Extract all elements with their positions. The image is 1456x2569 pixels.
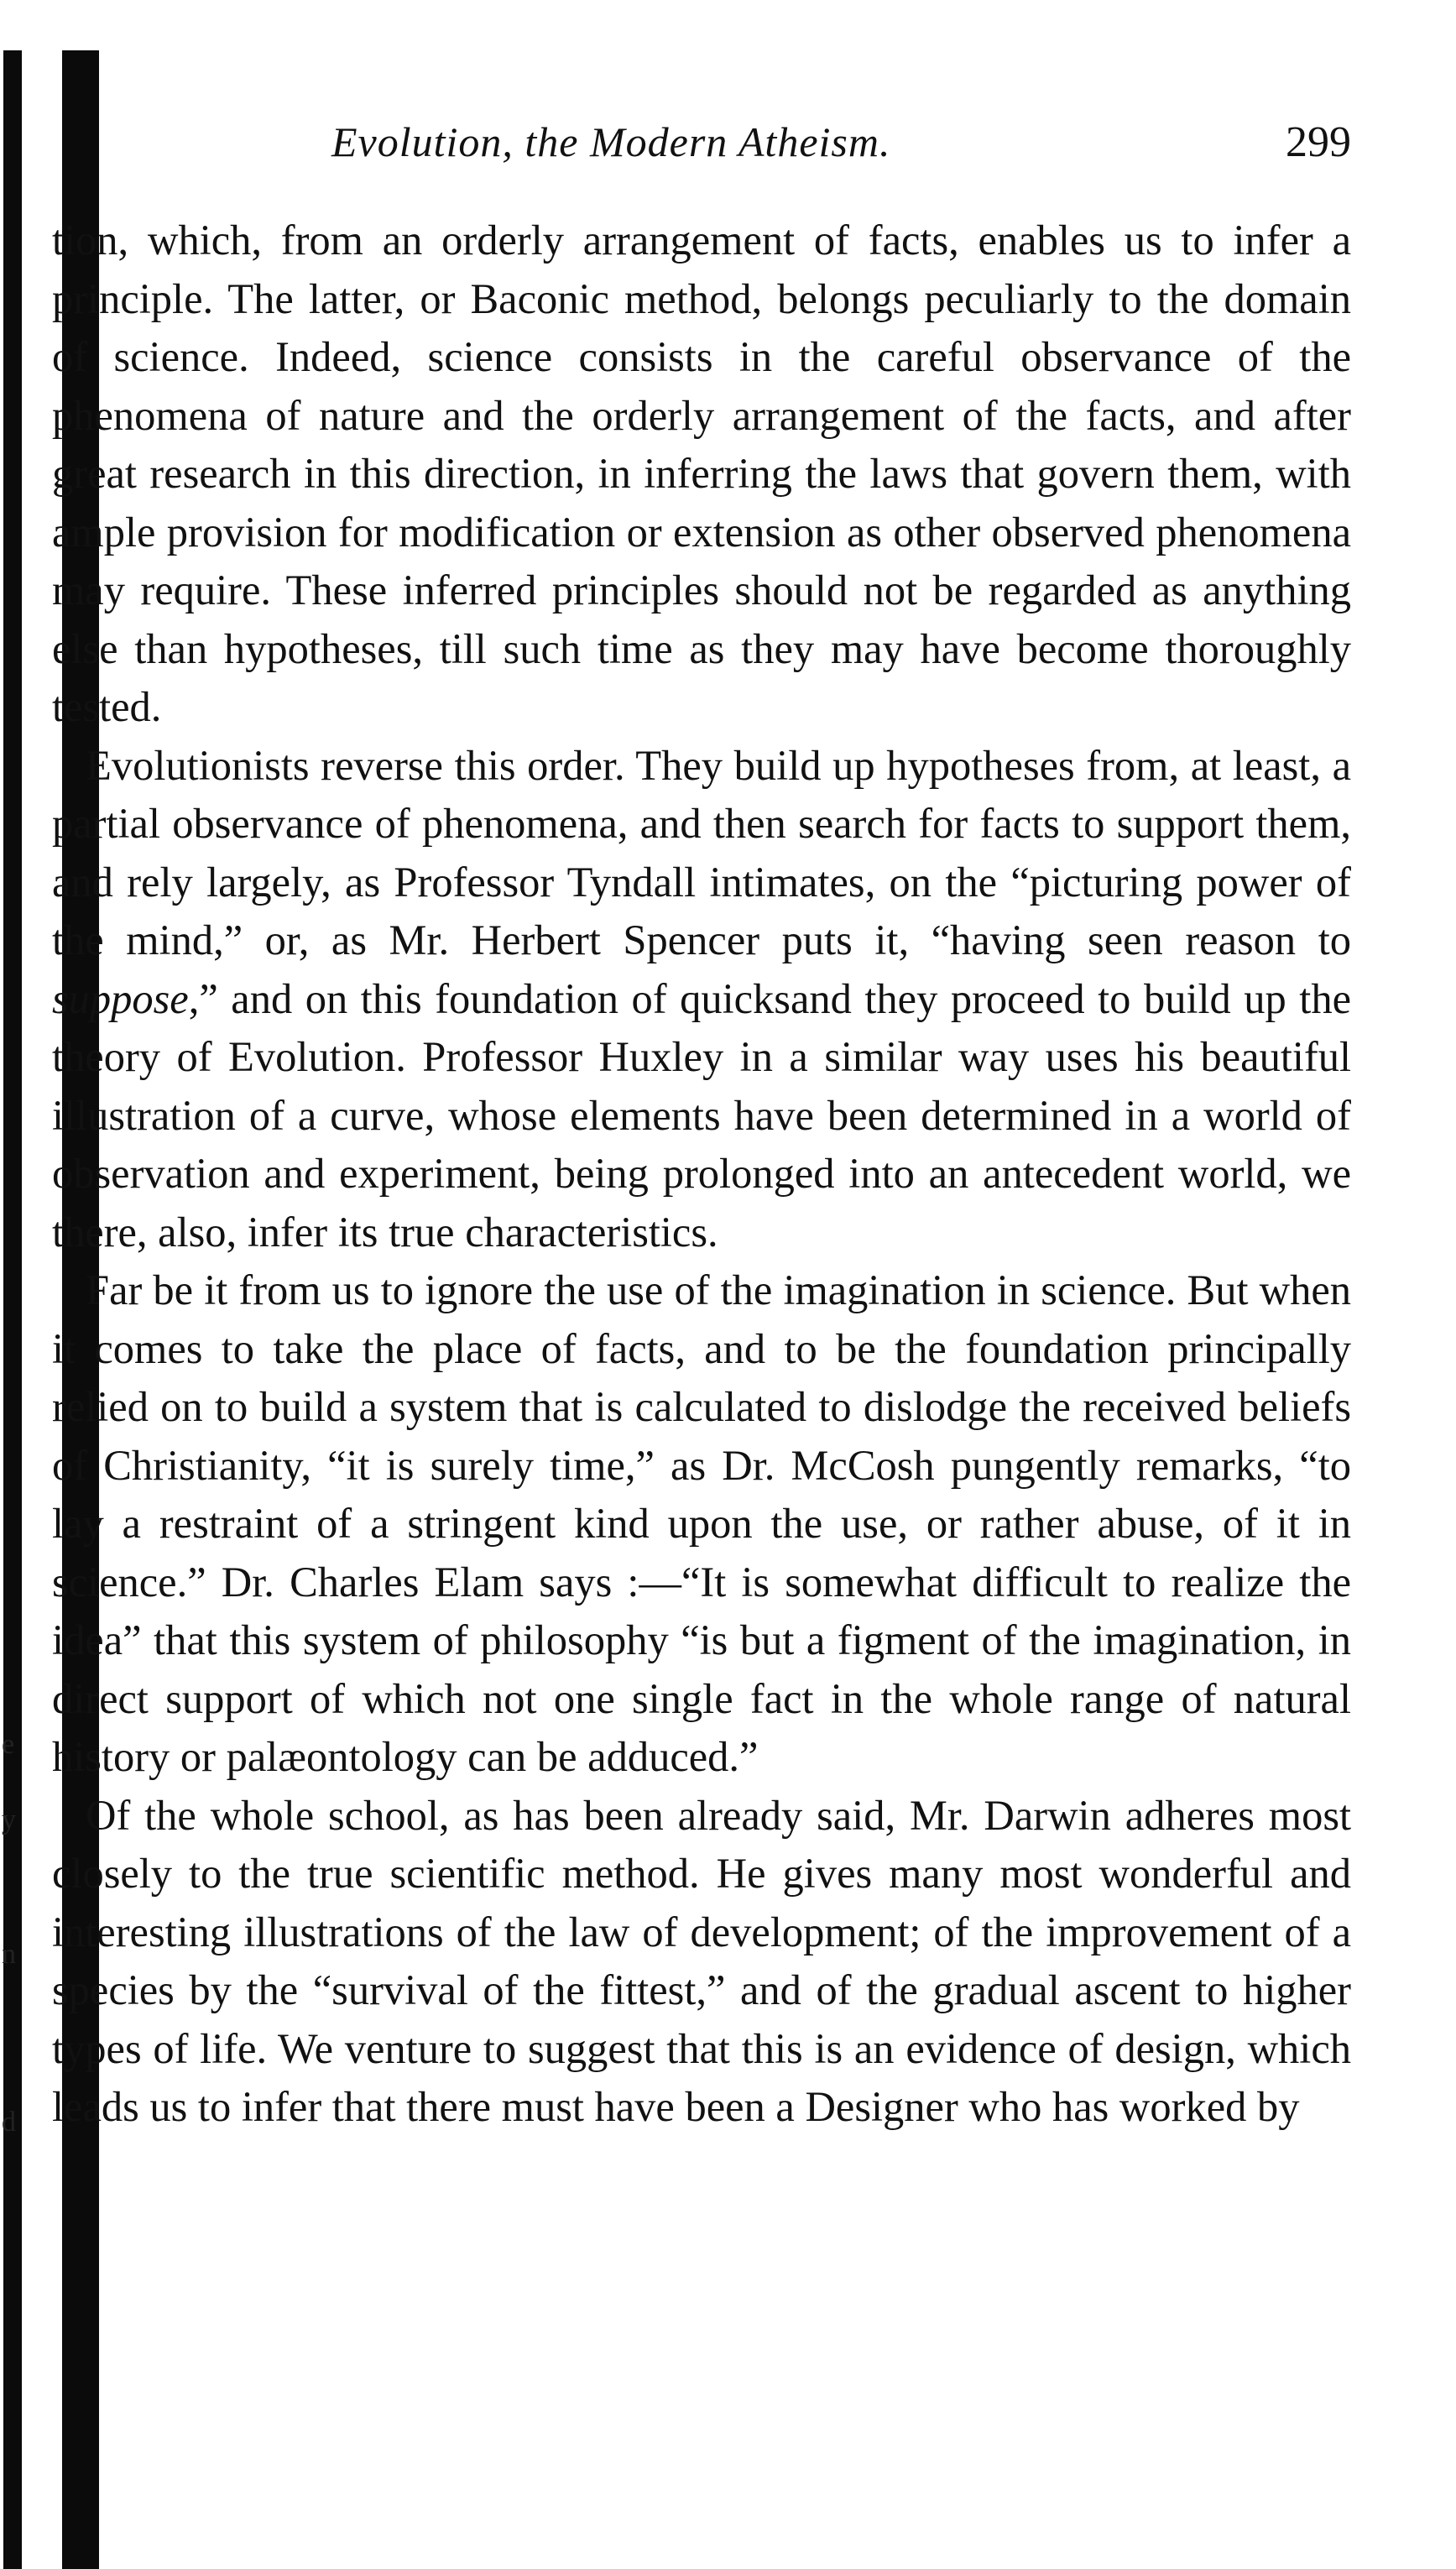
- margin-fragment: d: [2, 2107, 16, 2138]
- paragraph-1: tion, which, from an orderly arrangement of facts, enables us to infer a principle. The latter, or Baconic method, belongs peculiarly to the domain of science. Indeed, science consists in the careful observance of the phenomena of nature and the orderly arrangement of the facts, and after great research in this direction, in inferring the laws that govern them, with ample provision for modification or extension as other observed phenomena may require. These inferred principles should not be regarded as anything else than hypotheses, till such time as they may have become thoroughly tested.: [52, 217, 1351, 730]
- paragraph-2: Evolutionists reverse this order. They build up hypotheses from, at least, a partial observance of phenomena, and then search for facts to support them, and rely largely, as Professor Tyndall intimates, on the “picturing power of the mind,” or, as Mr. Herbert Spencer puts it, “having seen reason to suppose,” and on this foundation of quicksand they proceed to build up the theory of Evolution. Professor Huxley in a similar way uses his beautiful illustration of a curve, whose elements have been determined in a world of observation and experiment, being prolonged into an antecedent world, we there, also, infer its true characteristics.: [52, 741, 1351, 1256]
- page-header: [109, 117, 1351, 185]
- page-number: 299: [1286, 118, 1351, 166]
- margin-fragment: n: [2, 1939, 16, 1970]
- paragraph-3: Far be it from us to ignore the use of the imagination in science. But when it comes to take the place of facts, and to be the foundation principally relied on to build a system that is calculated to dislodge the received beliefs of Christianity, “it is surely time,” as Dr. McCosh pungently remarks, “to lay a restraint of a stringent kind upon the use, or rather abuse, of it in science.” Dr. Charles Elam says :—“It is somewhat difficult to realize the idea” that this system of philosophy “is but a figment of the imagination, in direct support of which not one single fact in the whole range of natural history or palæontology can be adduced.”: [52, 1266, 1351, 1780]
- margin-fragment: y: [2, 1804, 16, 1835]
- page-edge-top: [0, 0, 22, 50]
- body-text: [52, 211, 1351, 2137]
- facing-page-fragments: [0, 1729, 17, 2484]
- paragraph-4: Of the whole school, as has been already said, Mr. Darwin adheres most closely to the true scientific method. He gives many most wonderful and interesting illustrations of the law of development; of the improvement of a species by the “survival of the fittest,” and of the gradual ascent to higher types of life. We venture to suggest that this is an evidence of design, which leads us to infer that there must have been a Designer who has worked by: [52, 1791, 1351, 2130]
- margin-fragment: e: [2, 1729, 15, 1760]
- emphasis: suppose: [52, 974, 189, 1022]
- running-title: Evolution, the Modern Atheism.: [331, 118, 891, 165]
